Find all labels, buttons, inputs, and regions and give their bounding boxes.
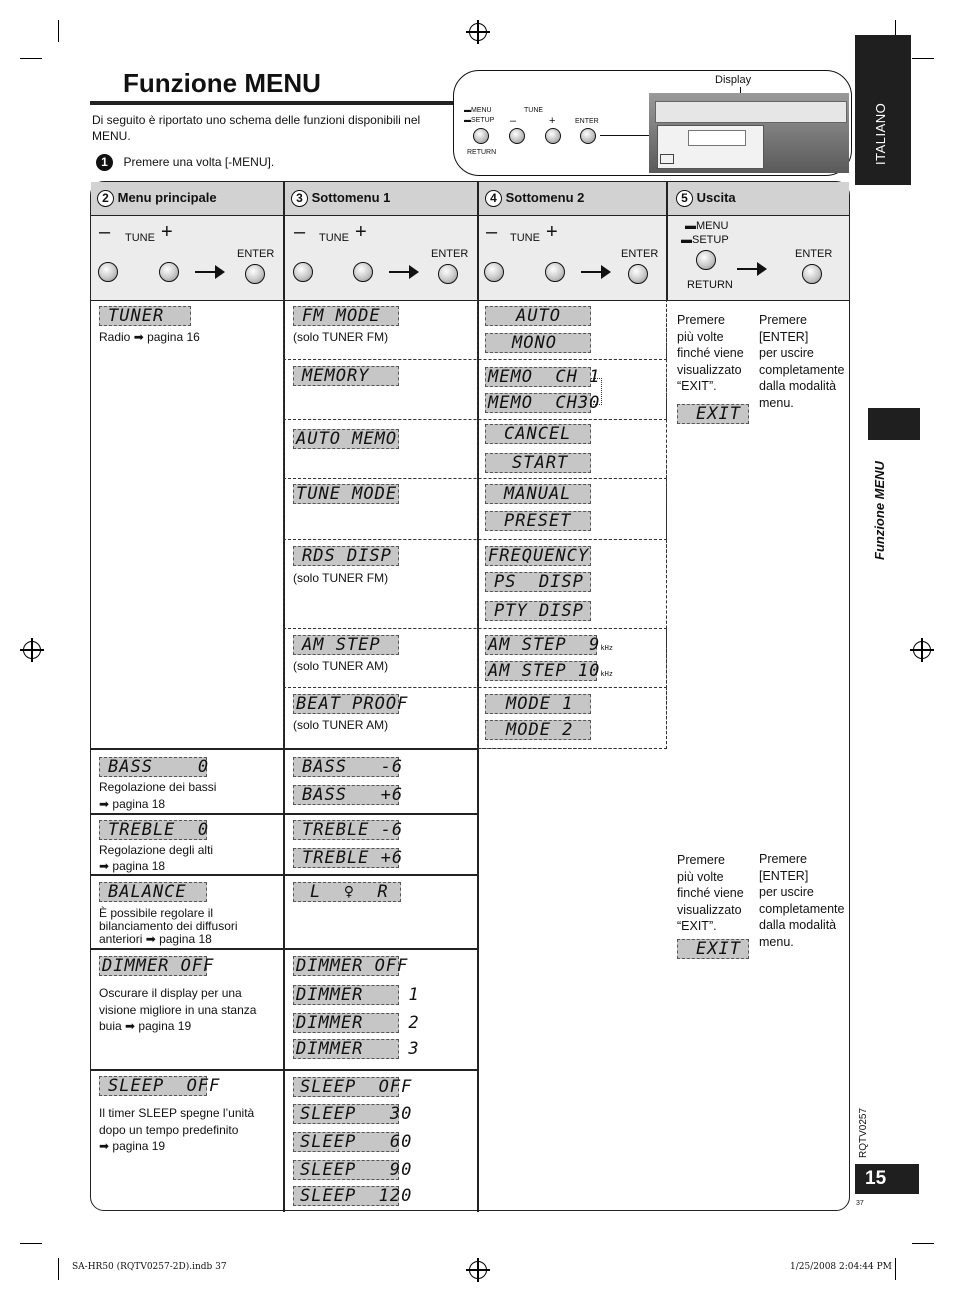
lcd-bass: BASS 0	[99, 757, 207, 777]
lcd-am-step-9: AM STEP 9kHz	[485, 635, 597, 655]
crop-mark	[20, 1243, 42, 1244]
lcd-pty-disp: PTY DISP	[485, 601, 591, 621]
arrow-right-icon	[195, 271, 217, 273]
lcd-dimmer-off: DIMMER OFF	[99, 956, 207, 976]
enter-button-icon	[628, 264, 648, 284]
note-fm-mode: (solo TUNER FM)	[293, 330, 389, 344]
lcd-dimmer-3: DIMMER 3	[293, 1039, 399, 1059]
lcd-sleep-120: SLEEP 120	[293, 1186, 399, 1206]
enter-label: ENTER	[621, 248, 659, 260]
plus-symbol: +	[546, 221, 558, 243]
document-code: RQTV0257	[858, 1107, 869, 1158]
display-label: Display	[715, 74, 752, 86]
lcd-preset: PRESET	[485, 511, 591, 531]
menu-button-icon	[696, 250, 716, 270]
registration-mark-icon	[23, 641, 41, 659]
device-menu-label: ▬MENU	[464, 107, 492, 114]
page-title: Funzione MENU	[123, 68, 321, 98]
exit-note-press-enter-2: Premere [ENTER] per uscire completamente dalla modalità menu.	[759, 852, 845, 949]
column-divider	[666, 182, 668, 300]
lcd-balance-lr: L ♀ R	[293, 882, 401, 902]
minus-symbol: –	[99, 221, 111, 243]
registration-mark-icon	[469, 23, 487, 41]
small-page-number: 37	[856, 1200, 864, 1207]
lcd-manual: MANUAL	[485, 484, 591, 504]
step-number: 1	[96, 154, 113, 171]
device-body	[649, 93, 849, 173]
lcd-mode-1: MODE 1	[485, 694, 591, 714]
row-divider	[91, 874, 478, 876]
lcd-bass-minus: BASS -6	[293, 757, 399, 777]
note-tuner: Radio ➡ pagina 16	[99, 330, 200, 344]
khz-unit: kHz	[600, 670, 614, 678]
device-enter-label: ENTER	[575, 118, 599, 125]
device-minus-label: –	[510, 115, 517, 127]
table-header	[91, 182, 849, 216]
lcd-memo-ch30: MEMO CH30	[485, 393, 591, 413]
device-display	[688, 130, 746, 146]
tune-label: TUNE	[125, 232, 155, 244]
lcd-frequency: FREQUENCY	[485, 546, 591, 566]
tune-minus-button-icon	[98, 262, 118, 282]
lcd-bass-plus: BASS +6	[293, 785, 399, 805]
arrow-right-icon	[737, 268, 759, 270]
lcd-exit: EXIT	[677, 404, 749, 424]
enter-label: ENTER	[237, 248, 275, 260]
enter-label: ENTER	[431, 248, 469, 260]
header-main-menu: 2 Menu principale	[97, 190, 217, 207]
note-dimmer: Oscurare il display per una visione migliore in una stanza buia ➡ pagina 19	[99, 986, 257, 1033]
device-return-label: RETURN	[467, 149, 497, 156]
footer-date: 1/25/2008 2:04:44 PM	[790, 1262, 892, 1272]
device-setup-label: ▬SETUP	[464, 117, 495, 124]
crop-mark	[912, 58, 934, 59]
arrow-right-icon	[389, 271, 411, 273]
arrow-right-icon	[581, 271, 603, 273]
lcd-auto: AUTO	[485, 306, 591, 326]
plus-symbol: +	[355, 221, 367, 243]
note-bass: Regolazione dei bassi ➡ pagina 18	[99, 780, 217, 811]
callout-line	[600, 135, 652, 136]
language-tab	[855, 35, 911, 185]
lcd-dimmer-2: DIMMER 2	[293, 1013, 399, 1033]
lcd-tuner: TUNER	[99, 306, 191, 326]
row-divider	[91, 813, 478, 815]
exit-note-press-repeatedly: Premere più volte finché viene visualizzato “EXIT”.	[677, 313, 744, 393]
lcd-start: START	[485, 453, 591, 473]
tune-minus-button-icon	[293, 262, 313, 282]
controls-row	[91, 216, 849, 301]
tune-minus-button-icon	[484, 262, 504, 282]
page-number: 15	[855, 1164, 919, 1194]
device-menu-button	[473, 128, 489, 144]
note-treble: Regolazione degli alti ➡ pagina 18	[99, 843, 214, 873]
lcd-rds-disp: RDS DISP	[293, 546, 399, 566]
title-underline	[90, 101, 455, 105]
lcd-mono: MONO	[485, 333, 591, 353]
device-enter-button	[580, 128, 596, 144]
lcd-sleep-60: SLEEP 60	[293, 1132, 399, 1152]
enter-button-icon	[438, 264, 458, 284]
note-beat-proof: (solo TUNER AM)	[293, 718, 389, 732]
lcd-sleep-off: SLEEP OFF	[99, 1076, 207, 1096]
row-divider	[91, 1069, 478, 1071]
note-rds: (solo TUNER FM)	[293, 571, 389, 585]
note-sleep: Il timer SLEEP spegne l’unità dopo un tempo predefinito ➡ pagina 19	[99, 1106, 255, 1153]
note-am-step: (solo TUNER AM)	[293, 659, 389, 673]
footer-file: SA-HR50 (RQTV0257-2D).indb 37	[72, 1262, 227, 1272]
lcd-am-step: AM STEP	[293, 635, 399, 655]
intro-text: Di seguito è riportato uno schema delle funzioni disponibili nel MENU.	[92, 113, 421, 143]
enter-button-icon	[245, 264, 265, 284]
tune-plus-button-icon	[545, 262, 565, 282]
device-plus-label: +	[549, 115, 556, 127]
device-tune-minus-button	[509, 128, 525, 144]
enter-label: ENTER	[795, 248, 833, 260]
lcd-balance: BALANCE	[99, 882, 207, 902]
device-slot	[660, 154, 674, 164]
note-balance: È possibile regolare il bilanciamento dei diffusori anteriori ➡ pagina 18	[99, 906, 238, 946]
crop-mark	[20, 58, 42, 59]
lcd-fm-mode: FM MODE	[293, 306, 399, 326]
range-bracket	[591, 378, 602, 405]
lcd-dimmer-off-sub: DIMMER OFF	[293, 956, 399, 976]
section-label: Funzione MENU	[872, 461, 887, 560]
registration-mark-icon	[913, 641, 931, 659]
lcd-sleep-90: SLEEP 90	[293, 1160, 399, 1180]
crop-mark	[912, 1243, 934, 1244]
row-divider	[91, 948, 478, 950]
exit-note-press-enter: Premere [ENTER] per uscire completamente dalla modalità menu.	[759, 313, 845, 410]
lcd-memo-ch1: MEMO CH 1	[485, 367, 591, 387]
section-marker	[868, 408, 920, 440]
step-1	[96, 153, 274, 171]
header-exit: 5 Uscita	[676, 190, 736, 207]
lcd-exit-2: EXIT	[677, 939, 749, 959]
lcd-am-step-10: AM STEP 10kHz	[485, 661, 597, 681]
lcd-treble-minus: TREBLE -6	[293, 820, 399, 840]
header-submenu-2: 4 Sottomenu 2	[485, 190, 584, 207]
menu-flow-table	[90, 181, 850, 1211]
menu-label: ▬MENU	[685, 220, 729, 232]
crop-mark	[895, 1258, 896, 1280]
lcd-beat-proof: BEAT PROOF	[293, 694, 399, 714]
lcd-tune-mode: TUNE MODE	[293, 484, 399, 504]
lcd-dimmer-1: DIMMER 1	[293, 985, 399, 1005]
tune-label: TUNE	[319, 232, 349, 244]
lcd-treble: TREBLE 0	[99, 820, 207, 840]
row-divider	[91, 748, 478, 750]
device-tune-plus-button	[545, 128, 561, 144]
crop-mark	[58, 1258, 59, 1280]
lcd-sleep-off-sub: SLEEP OFF	[293, 1077, 399, 1097]
header-submenu-1: 3 Sottomenu 1	[291, 190, 390, 207]
step-1-text: Premere una volta [-MENU].	[123, 154, 275, 169]
crop-mark	[58, 20, 59, 42]
minus-symbol: –	[486, 221, 498, 243]
lcd-treble-plus: TREBLE +6	[293, 848, 399, 868]
lcd-cancel: CANCEL	[485, 424, 591, 444]
language-label: ITALIANO	[873, 102, 888, 165]
tune-plus-button-icon	[159, 262, 179, 282]
device-top-panel	[655, 101, 847, 123]
lcd-memory: MEMORY	[293, 366, 399, 386]
lcd-ps-disp: PS DISP	[485, 572, 591, 592]
tune-plus-button-icon	[353, 262, 373, 282]
return-label: RETURN	[687, 279, 733, 291]
device-tune-label: TUNE	[524, 107, 544, 114]
setup-label: ▬SETUP	[681, 234, 729, 246]
tune-label: TUNE	[510, 232, 540, 244]
minus-symbol: –	[294, 221, 306, 243]
registration-mark-icon	[469, 1261, 487, 1279]
device-illustration	[453, 70, 852, 176]
khz-unit: kHz	[600, 644, 614, 652]
enter-button-icon	[802, 264, 822, 284]
lcd-mode-2: MODE 2	[485, 720, 591, 740]
lcd-sleep-30: SLEEP 30	[293, 1104, 399, 1124]
device-front-panel	[657, 125, 764, 169]
exit-note-press-repeatedly-2: Premere più volte finché viene visualizzato “EXIT”.	[677, 853, 744, 933]
plus-symbol: +	[161, 221, 173, 243]
lcd-auto-memo: AUTO MEMO	[293, 429, 399, 449]
